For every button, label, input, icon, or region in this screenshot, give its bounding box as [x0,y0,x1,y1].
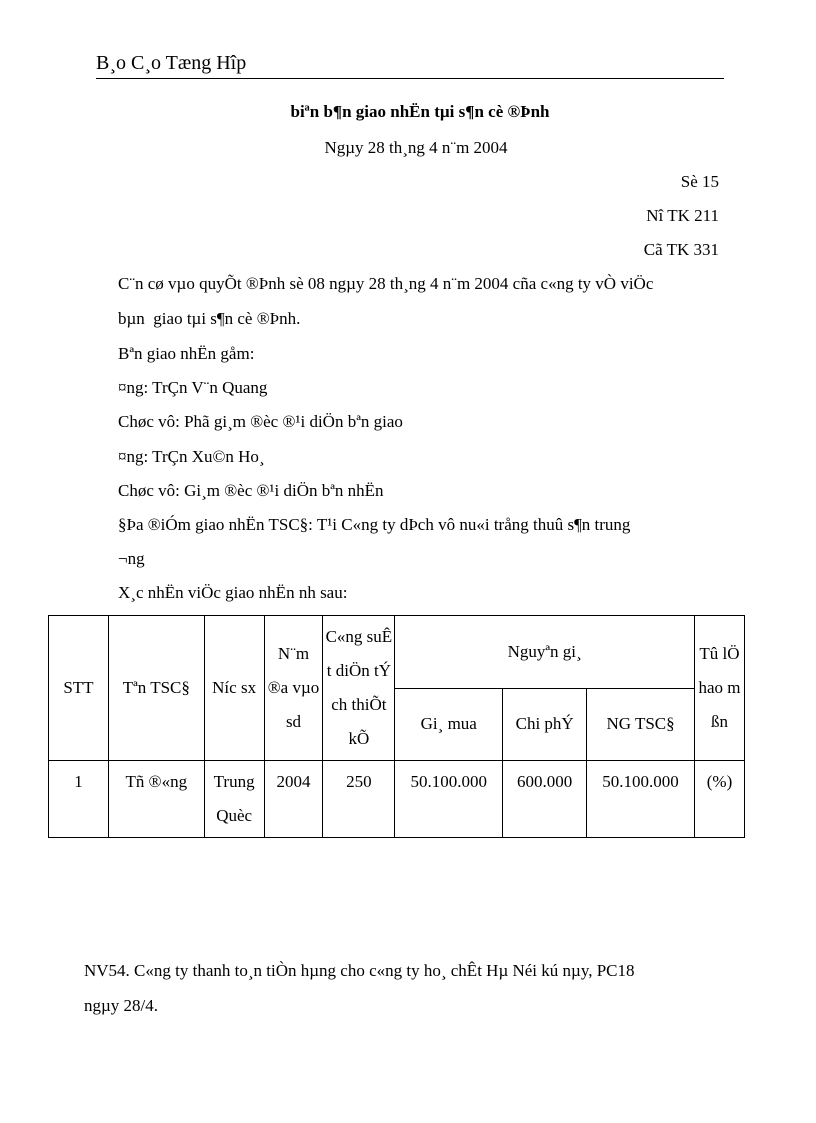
footer-line: NV54. C«ng ty thanh to¸n tiÒn hµng cho c«ng ty ho¸ chÊt Hµ Néi kú nµy, PC18 [84,961,635,980]
header-asset-name: Tªn TSC§ [108,616,204,761]
header-depreciation-rate: Tû lÖ hao mßn [695,616,745,761]
body-paragraph: Chøc vô: Phã gi¸m ®èc ®¹i diÖn bªn giao [118,412,403,431]
header-capacity: C«ng suÊt diÖn tÝch thiÕt kÕ [323,616,395,761]
cell-year: 2004 [264,761,323,838]
cell-original-cost-total: 50.100.000 [587,761,695,838]
cell-origin: Trung Quèc [204,761,264,838]
body-paragraph: Chøc vô: Gi¸m ®èc ®¹i diÖn bªn nhËn [118,481,384,500]
cell-purchase-price: 50.100.000 [395,761,503,838]
body-paragraph: ¤ng: TrÇn Xu©n Ho¸ [118,447,265,466]
credit-account: Cã TK 331 [643,240,719,259]
cell-capacity: 250 [323,761,395,838]
cell-asset-name: Tñ ®«ng [108,761,204,838]
body-paragraph: §Þa ®iÓm giao nhËn TSC§: T¹i C«ng ty dÞch vô nu«i trång thuû s¶n trung [118,515,631,534]
header-origin: Níc sx [204,616,264,761]
body-paragraph: bµn giao tµi s¶n cè ®Þnh. [118,309,301,328]
document-date: Ngµy 28 th¸ng 4 n¨m 2004 [324,138,508,157]
table-header-row [49,616,745,689]
document-title: biªn b¶n giao nhËn tµi s¶n cè ®Þnh [290,102,550,121]
cell-expenses: 600.000 [503,761,587,838]
body-paragraph: ¤ng: TrÇn V¨n Quang [118,378,268,397]
header-original-cost-total: NG TSC§ [587,688,695,761]
header-original-cost: Nguyªn gi¸ [395,616,695,689]
document-number: Sè 15 [680,172,719,191]
cell-stt: 1 [49,761,109,838]
body-paragraph: X¸c nhËn viÖc giao nhËn nh sau: [118,583,348,602]
footer-line: ngµy 28/4. [84,996,159,1015]
header-purchase-price: Gi¸ mua [395,688,503,761]
header-stt: STT [49,616,109,761]
body-paragraph: ¬ng [118,549,145,568]
debit-account: Nî TK 211 [646,206,719,225]
table-row [49,761,745,838]
body-paragraph: Bªn giao nhËn gåm: [118,344,255,363]
asset-table [48,615,745,838]
header-year: N¨m ®a vµo sd [264,616,323,761]
header-expenses: Chi phÝ [503,688,587,761]
document-header: B¸o C¸o Tæng Hîp [96,52,247,74]
body-paragraph: C¨n cø vµo quyÕt ®Þnh sè 08 ngµy 28 th¸ng 4 n¨m 2004 cña c«ng ty vÒ viÖc [118,274,654,293]
cell-depreciation-rate: (%) [695,761,745,838]
header-rule [96,78,724,79]
